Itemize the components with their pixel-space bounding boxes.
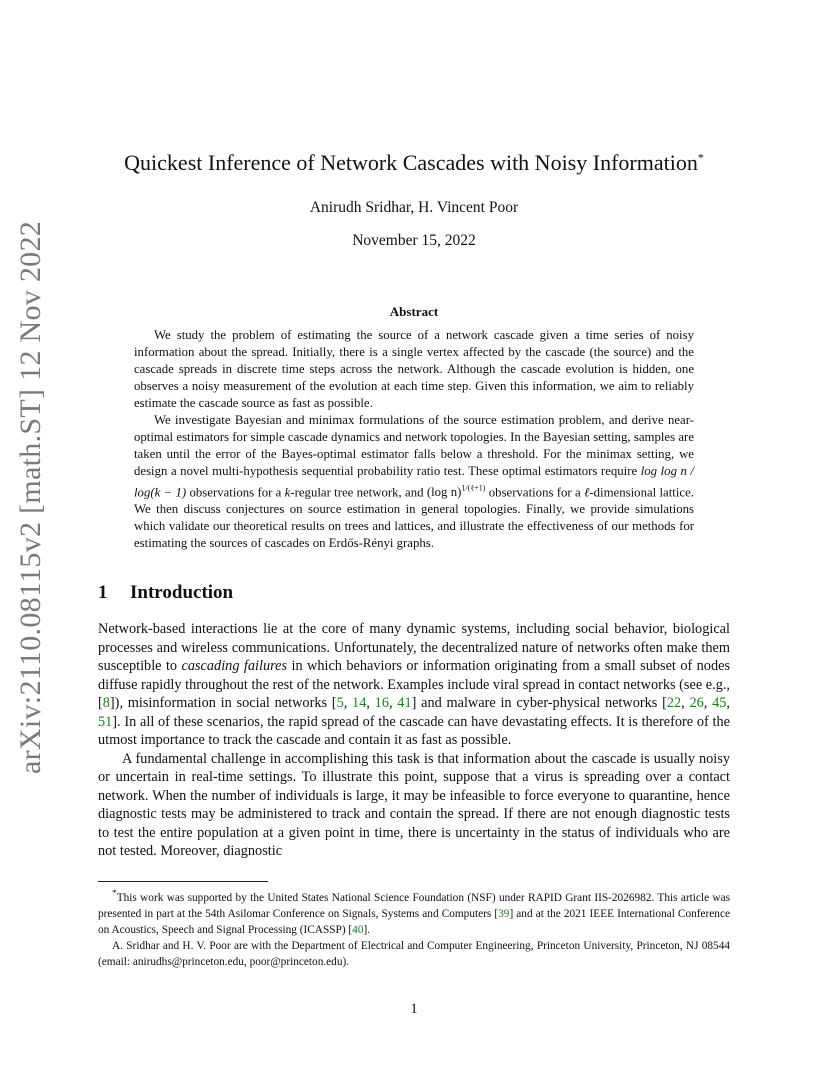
abstract-body (134, 327, 694, 552)
citation-link[interactable]: 22 (666, 695, 682, 711)
citation-link[interactable]: 39 (498, 907, 510, 920)
section-heading-introduction (98, 582, 738, 604)
math-loglog: log log n / log(k − 1) (134, 464, 694, 500)
emphasis-cascading-failures: cascading failures (181, 658, 288, 674)
citation-link[interactable]: 40 (352, 923, 364, 936)
citation-link[interactable]: 45 (712, 695, 727, 711)
footnote-affiliation: A. Sridhar and H. V. Poor are with the Department of Electrical and Computer Engineering, Princeton University, Princeton, NJ 08544 (email: anirudhs@princeton.edu, poor@princeton.edu). (98, 939, 730, 968)
intro-paragraph-2: A fundamental challenge in accomplishing this task is that information about the cascade is usually noisy or uncertain in real-time settings. To illustrate this point, suppose that a virus is spreading over a contact network. When the number of individuals is large, it may be infeasible to force everyone to quarantine, hence diagnostic tests may be administered to track and contain the spread. If there are not enough diagnostic tests to test the entire population at a given point in time, there is uncertainty in the status of individuals who are not tested. Moreover, diagnostic (98, 750, 730, 859)
citation-link[interactable]: 16 (374, 695, 389, 711)
citation-link[interactable]: 5 (336, 695, 344, 711)
paper-title (0, 150, 828, 176)
arxiv-identifier-stamp: arXiv:2110.08115v2 [math.ST] 12 Nov 2022 (14, 220, 47, 774)
citation-link[interactable]: 51 (98, 713, 113, 730)
abstract-paragraph-2: We investigate Bayesian and minimax formulations of the source estimation problem, and derive near-optimal estimators for simple cascade dynamics and network topologies. In the Bayesian setting, samples are taken until the error of the Bayes-optimal estimator falls below a threshold. For the minimax setting, we design a novel multi-hypothesis sequential probability ratio test. These optimal estimators require log log n / log(k − 1) observations for a k-regular tree network, and (log n)$^{1/(\ell+1)}$ observations for a ℓ-dimensional lattice. We then discuss conjectures on source estimation in general topologies. Finally, we provide simulations which validate our theoretical results on trees and lattices, and illustrate the effectiveness of our methods for estimating the sources of cascades on Erdős-Rényi graphs. (134, 413, 694, 551)
intro-paragraph-1: Network-based interactions lie at the core of many dynamic systems, including social behavior, biological processes and wireless communications. Unfortunately, the decentralized nature of networks often make them susceptible to cascading failures in which behaviors or information originating from a small subset of nodes diffuse rapidly throughout the rest of the network. Examples include viral spread in contact networks (see e.g., [8]), misinformation in social networks [5, 14, 16, 41] and malware in cyber-physical networks [22, 26, 45, 51]. In all of these scenarios, the rapid spread of the cascade can have devastating effects. It is therefore of the utmost importance to track the cascade and contain it as fast as possible. (98, 621, 731, 748)
footnote-mark: * (112, 889, 117, 899)
math-logn-power: (log n)$^{1/(\ell+1)}$ (426, 484, 486, 500)
section-title: Introduction (130, 582, 234, 603)
page-number: 1 (410, 1001, 418, 1017)
author-list: Anirudh Sridhar, H. Vincent Poor (309, 199, 519, 216)
citation-link[interactable]: 26 (689, 695, 704, 711)
abstract-heading: Abstract (389, 304, 439, 319)
citation-link[interactable]: 8 (102, 695, 110, 711)
citation-link[interactable]: 14 (352, 695, 367, 711)
math-ell: ℓ (583, 485, 590, 500)
publication-date: November 15, 2022 (352, 232, 476, 249)
footnote-funding: *This work was supported by the United States National Science Foundation (NSF) under RAPID Grant IIS-2026982. This article was presented in part at the 54th Asilomar Conference on Signals, Systems and Computers [39] and at the 2021 IEEE International Conference on Acoustics, Speech and Signal Processing (ICASSP) [40]. (98, 889, 730, 936)
footnote-divider (98, 881, 268, 882)
footnotes (98, 886, 730, 970)
title-footnote-mark[interactable]: * (697, 150, 704, 165)
paper-title-text: Quickest Inference of Network Cascades with Noisy Information (124, 150, 698, 175)
section-number: 1 (98, 582, 108, 603)
math-k: k (284, 485, 291, 500)
citation-link[interactable]: 41 (397, 695, 412, 711)
abstract-paragraph-1: We study the problem of estimating the source of a network cascade given a time series of noisy information about the spread. Initially, there is a single vertex affected by the cascade (the source) and the cascade spreads in discrete time steps across the network. Although the cascade evolution is hidden, one observes a noisy measurement of the evolution at each time step. Given this information, we aim to reliably estimate the cascade source as fast as possible. (134, 328, 694, 410)
introduction-body (98, 620, 730, 861)
